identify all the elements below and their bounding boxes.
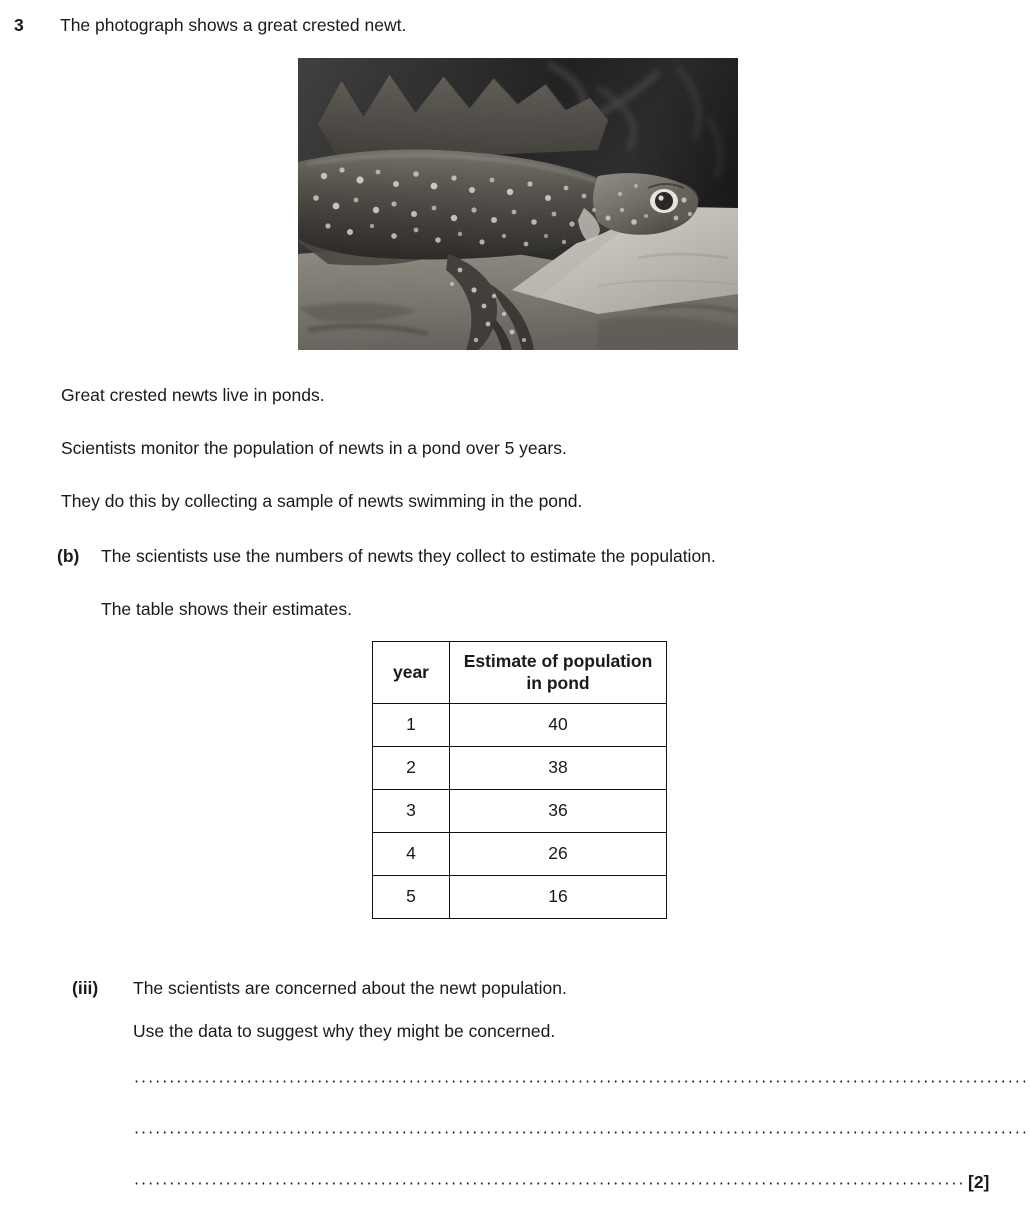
answer-line-1[interactable] (133, 1080, 1030, 1083)
cell-estimate: 26 (450, 832, 667, 875)
table-header-year: year (373, 642, 450, 704)
paragraph-2: Scientists monitor the population of newts in a pond over 5 years. (61, 438, 567, 458)
table-row (373, 703, 667, 746)
marks-allocation: [2] (968, 1172, 990, 1192)
part-b-line-2: The table shows their estimates. (101, 599, 352, 619)
table-row (373, 746, 667, 789)
part-b-line-1: The scientists use the numbers of newts they collect to estimate the population. (101, 546, 716, 566)
table-header-estimate: Estimate of population in pond (450, 642, 667, 704)
cell-year: 2 (373, 746, 450, 789)
cell-estimate: 38 (450, 746, 667, 789)
question-number: 3 (14, 15, 24, 35)
paragraph-3: They do this by collecting a sample of newts swimming in the pond. (61, 491, 583, 511)
table-row (373, 789, 667, 832)
population-estimate-table (372, 641, 667, 919)
table-row (373, 832, 667, 875)
part-b-label: (b) (57, 546, 80, 566)
cell-year: 3 (373, 789, 450, 832)
answer-line-3[interactable] (133, 1182, 963, 1185)
part-iii-line-2: Use the data to suggest why they might be concerned. (133, 1021, 556, 1041)
paragraph-1: Great crested newts live in ponds. (61, 385, 325, 405)
part-iii-line-1: The scientists are concerned about the newt population. (133, 978, 567, 998)
cell-estimate: 16 (450, 875, 667, 918)
cell-year: 4 (373, 832, 450, 875)
cell-year: 1 (373, 703, 450, 746)
cell-estimate: 36 (450, 789, 667, 832)
question-stem: The photograph shows a great crested newt. (60, 15, 407, 35)
table-row (373, 875, 667, 918)
part-iii-label: (iii) (72, 978, 99, 998)
newt-photograph (298, 58, 738, 350)
cell-year: 5 (373, 875, 450, 918)
answer-line-2[interactable] (133, 1131, 1030, 1134)
table-header-row (373, 642, 667, 704)
cell-estimate: 40 (450, 703, 667, 746)
